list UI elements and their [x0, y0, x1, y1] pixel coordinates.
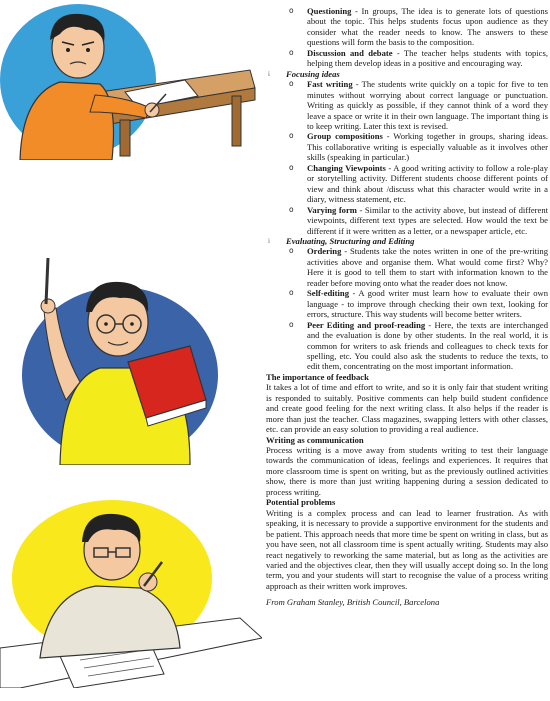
bullet-icon: o [289, 246, 294, 256]
paragraph-feedback: It takes a lot of time and effort to write, and so it is only fair that student writing is responded to suitably. Positive comments can help build student confidence and create good feeling for the next writing class. It also helps if the reader is more than just the teacher. Class magazines, swapping letters with other classes, etc. can provide an easy solution to providing a real audience. [266, 382, 548, 435]
illustration-boy-writing [0, 0, 262, 160]
bullet-icon: o [289, 47, 294, 57]
bullet-icon: o [289, 204, 294, 214]
illustration-man-writing [0, 498, 262, 688]
list-item-questioning: o Questioning - In groups, The idea is to generate lots of questions about the topic. This helps students focus upon audience as they consider what the reader needs to know. The answers to these questions will form the basis to the composition. [289, 6, 548, 48]
heading-feedback: The importance of feedback [266, 371, 369, 382]
bullet-icon: o [289, 162, 294, 172]
list-item-discussion: o Discussion and debate - The teacher helps students with topics, helping them develop ideas in a positive and encouraging way. [289, 47, 548, 69]
list-item-ordering: o Ordering - Students take the notes written in one of the pre-writing activities above and organise them. What would come first? Why? Here it is good to tell them to start with information known to the reader before moving onto what the reader does not know. [289, 246, 548, 288]
paragraph-communication: Process writing is a move away from students writing to test their language towards the communication of ideas, feelings and experiences. It requires that more classroom time is spent on writing, but as the previously outlined activities show, there is more than just writing happening during a session dedicated to process writing. [266, 445, 548, 497]
heading-problems: Potential problems [266, 497, 336, 508]
list-item-fast-writing: o Fast writing - The students write quickly on a topic for five to ten minutes without worrying about correct language or punctuation. Writing as quickly as possible, if they cannot think of a word they leave a space or write it in their own language. The important thing is to keep writing. Later this text is revised. [289, 79, 549, 131]
list-item-varying-form: o Varying form - Similar to the activity above, but instead of different viewpoints, different text types are selected. How would the text be different if it were written as a letter, or a newspaper article, etc. [289, 204, 549, 236]
section-heading-evaluating: i Evaluating, Structuring and Editing [268, 235, 415, 246]
list-item-group-compositions: o Group compositions - Working together in groups, sharing ideas. This collaborative writing is especially valuable as it involves other skills (speaking in particular.) [289, 131, 548, 163]
article-text [266, 6, 548, 608]
heading-communication: Writing as communication [266, 434, 364, 445]
list-item-peer-editing: o Peer Editing and proof-reading - Here, the texts are interchanged and the evaluation is done by other students. In the real world, it is common for writers to ask friends and colleagues to check texts for spelling, etc. You could also ask the students to reduce the texts, to edit them, concentrating on the most important information. [289, 319, 548, 372]
list-item-self-editing: o Self-editing - A good writer must learn how to evaluate their own language - to improve through checking their own text, looking for errors, structure. This way students will become better writers. [289, 288, 548, 320]
bullet-icon: o [289, 288, 294, 298]
bullet-list-focusing [266, 79, 548, 236]
paragraph-problems: Writing is a complex process and can lead to learner frustration. As with speaking, it is necessary to provide a supportive environment for the students and be patient. This approach needs that more time be spent on writing in class, but as you have seen, not all classroom time is spent actually writing. Students may also react negatively to reworking the same material, but as long as the activities are varied and the objectives clear, then they will usually accept doing so. In the long term, you and your students will start to recognise the value of a process writing approach as their written work improves. [266, 507, 548, 591]
list-item-changing-viewpoints: o Changing Viewpoints - A good writing activity to follow a role-play or storytelling activity. Different students choose different points of view and think about /discuss what this character would write in a diary, witness statement, etc. [289, 162, 548, 205]
source-credit: From Graham Stanley, British Council, Barcelona [266, 597, 440, 608]
bullet-icon: o [289, 79, 294, 89]
bullet-icon: o [289, 131, 294, 141]
section-heading-focusing: i Focusing ideas [268, 68, 340, 79]
bullet-list-prewriting [266, 6, 548, 69]
bullet-icon: o [289, 319, 294, 329]
bullet-icon: o [289, 6, 294, 15]
bullet-list-evaluating [266, 246, 548, 371]
illustration-boy-reading [0, 250, 262, 465]
